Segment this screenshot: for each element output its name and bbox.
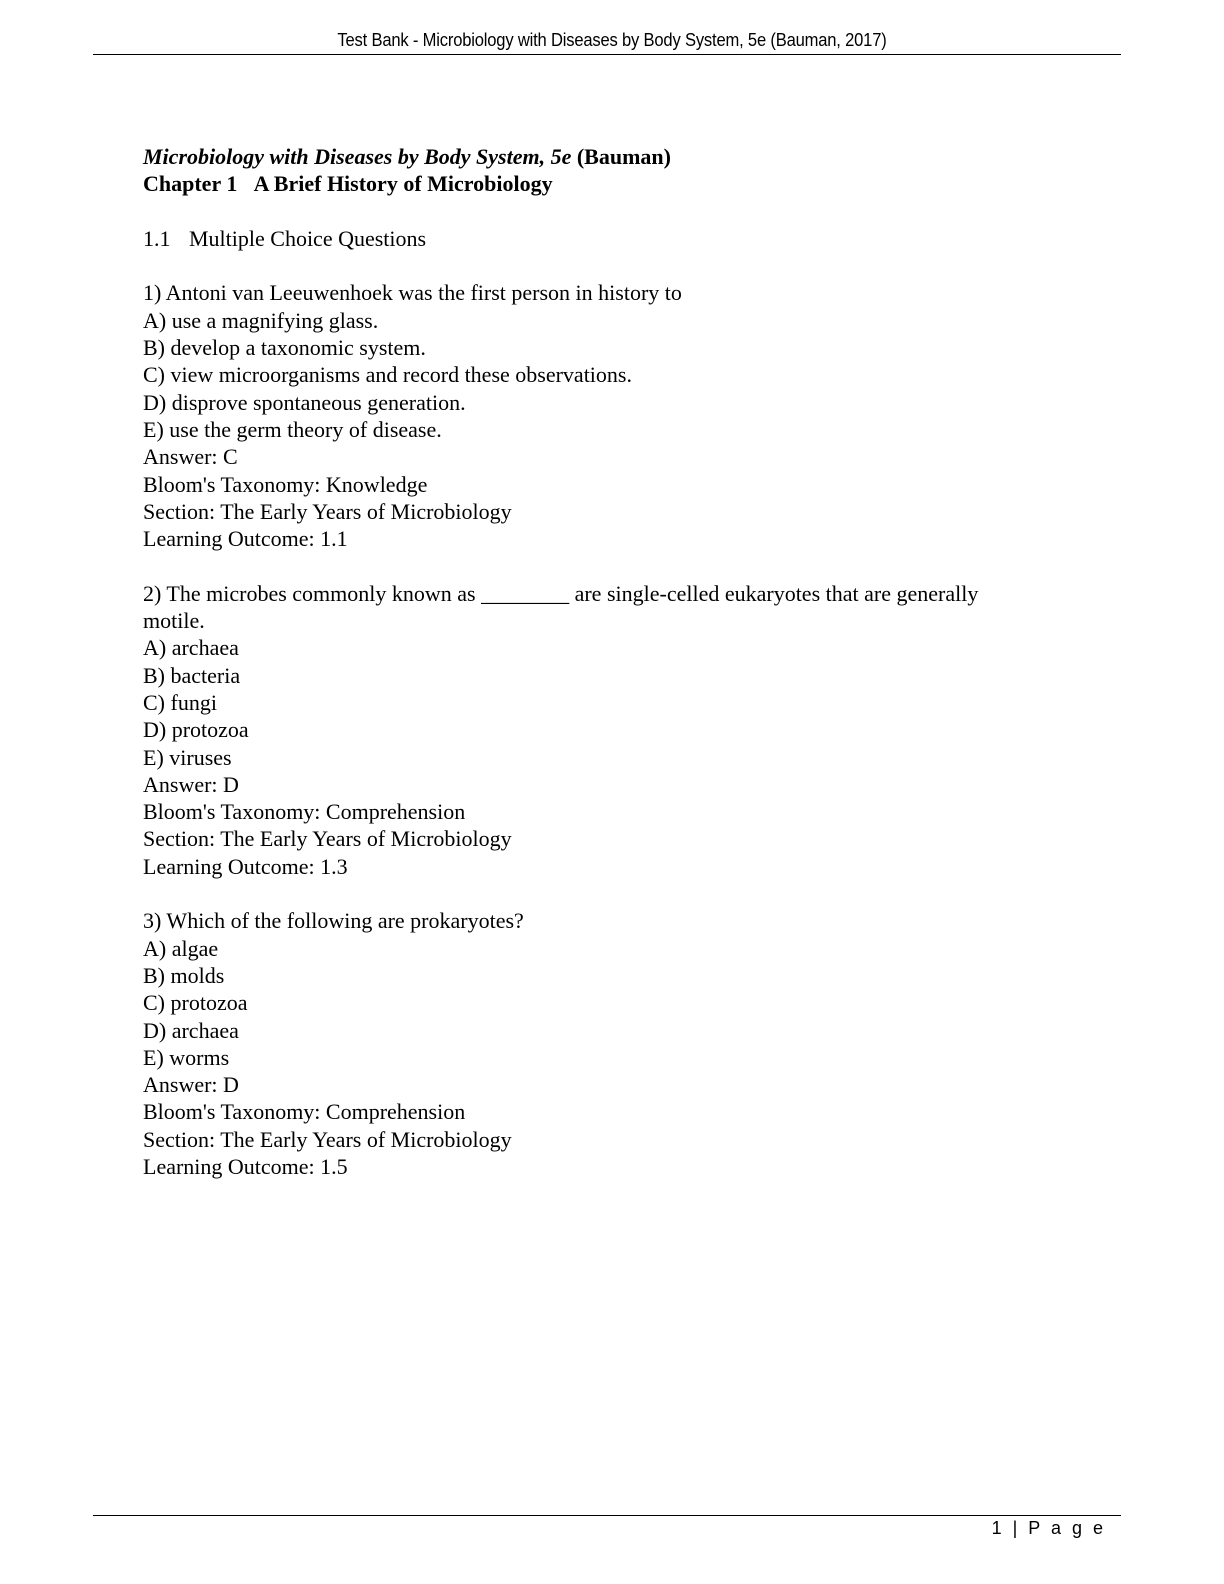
learning-outcome: Learning Outcome: 1.3	[143, 853, 348, 879]
section-heading	[143, 225, 1073, 252]
answer-option: E) worms	[143, 1044, 230, 1070]
book-title	[143, 143, 1073, 170]
page-label: | P a g e	[1012, 1518, 1106, 1538]
chapter-heading	[143, 170, 1073, 197]
answer-key: Answer: D	[143, 1072, 239, 1098]
blooms-taxonomy: Bloom's Taxonomy: Knowledge	[143, 471, 428, 497]
chapter-name: A Brief History of Microbiology	[253, 171, 553, 197]
question-item	[143, 279, 1073, 552]
book-title-italic: Microbiology with Diseases by Body System, 5e	[143, 144, 572, 169]
answer-option: C) view microorganisms and record these observations.	[143, 362, 632, 388]
answer-option: A) algae	[143, 935, 219, 961]
question-section: Section: The Early Years of Microbiology	[143, 1126, 512, 1152]
answer-option: D) disprove spontaneous generation.	[143, 389, 466, 415]
page-number: 1	[991, 1518, 1005, 1538]
question-section: Section: The Early Years of Microbiology	[143, 826, 512, 852]
answer-option: D) protozoa	[143, 717, 249, 743]
answer-key: Answer: D	[143, 771, 239, 797]
blooms-taxonomy: Bloom's Taxonomy: Comprehension	[143, 799, 466, 825]
question-stem: 2) The microbes commonly known as ________ are single-celled eukaryotes that are generally	[143, 580, 979, 606]
section-name: Multiple Choice Questions	[189, 225, 427, 251]
question-list	[143, 252, 1073, 1180]
answer-option: C) fungi	[143, 689, 217, 715]
answer-key: Answer: C	[143, 444, 238, 470]
page-header: Test Bank - Microbiology with Diseases by Body System, 5e (Bauman, 2017)	[337, 30, 887, 50]
page-footer	[992, 1518, 1106, 1539]
answer-option: A) archaea	[143, 635, 239, 661]
answer-option: B) develop a taxonomic system.	[143, 335, 426, 361]
book-author: (Bauman)	[576, 144, 671, 169]
question-item	[143, 907, 1073, 1180]
question-section: Section: The Early Years of Microbiology	[143, 498, 512, 524]
learning-outcome: Learning Outcome: 1.5	[143, 1153, 348, 1179]
document-body	[143, 143, 1073, 1180]
learning-outcome: Learning Outcome: 1.1	[143, 526, 348, 552]
chapter-number: Chapter 1	[143, 171, 238, 197]
answer-option: D) archaea	[143, 1017, 239, 1043]
question-stem: 1) Antoni van Leeuwenhoek was the first person in history to	[143, 280, 682, 306]
answer-option: B) bacteria	[143, 662, 241, 688]
answer-option: C) protozoa	[143, 990, 248, 1016]
footer-rule	[93, 1515, 1121, 1516]
answer-option: B) molds	[143, 962, 225, 988]
header-rule	[93, 54, 1121, 55]
blooms-taxonomy: Bloom's Taxonomy: Comprehension	[143, 1099, 466, 1125]
answer-option: E) viruses	[143, 744, 232, 770]
section-number: 1.1	[143, 225, 171, 251]
question-stem: 3) Which of the following are prokaryotes?	[143, 908, 524, 934]
question-stem: motile.	[143, 608, 205, 634]
answer-option: A) use a magnifying glass.	[143, 307, 379, 333]
question-item	[143, 580, 1073, 880]
answer-option: E) use the germ theory of disease.	[143, 416, 442, 442]
